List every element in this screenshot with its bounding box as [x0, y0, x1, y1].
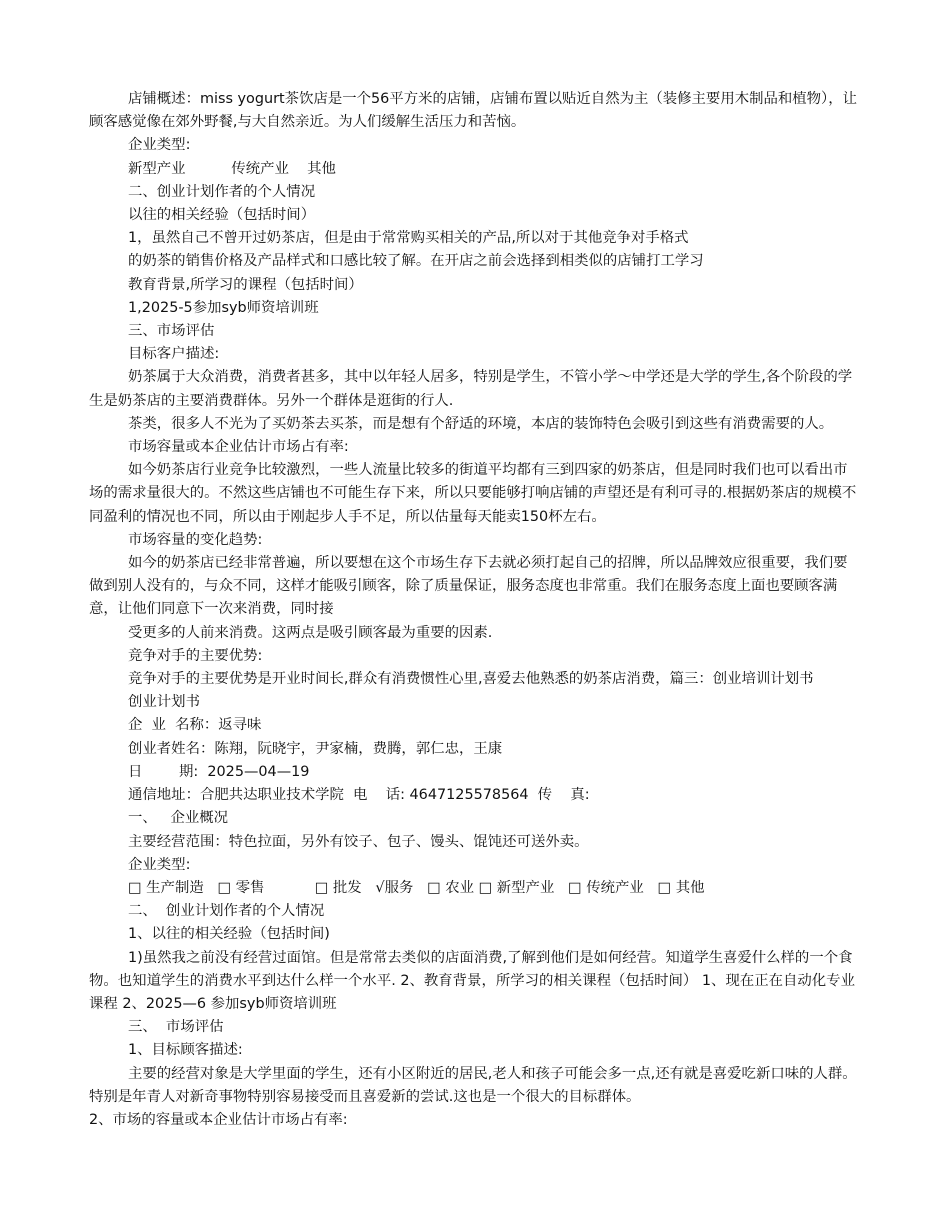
paragraph: 新型产业 传统产业 其他	[128, 160, 336, 177]
paragraph: 一、 企业概况	[128, 810, 229, 827]
paragraph: 市场容量的变化趋势:	[128, 531, 263, 548]
paragraph: 如今奶茶店行业竞争比较激烈，一些人流量比较多的街道平均都有三到四家的奶茶店，但是同时我们也可以看出市场的需求量很大的。不然这些店铺也不可能生存下来，所以只要能够打响店铺的声望还是有利可寻的.根据奶茶店的规模不同盈利的情况也不同，所以由于刚起步人手不足，所以估量每天能卖150杯左右。	[89, 462, 857, 525]
paragraph: 二、 创业计划作者的个人情况	[128, 903, 325, 920]
paragraph: 二、创业计划作者的个人情况	[128, 183, 316, 200]
paragraph: 主要经营范围：特色拉面，另外有饺子、包子、馒头、馄饨还可送外卖。	[128, 833, 589, 850]
paragraph: 竞争对手的主要优势是开业时间长,群众有消费惯性心里,喜爱去他熟悉的奶茶店消费，篇三：创业培训计划书	[128, 671, 814, 688]
paragraph: 创业者姓名：陈翔，阮晓宇，尹家楠，费腾，郭仁忠，王康	[128, 740, 503, 757]
paragraph: 企 业 名称：返寻味	[128, 717, 262, 734]
paragraph: 受更多的人前来消费。这两点是吸引顾客最为重要的因素.	[128, 624, 493, 641]
paragraph: 竞争对手的主要优势:	[128, 647, 263, 664]
paragraph: 企业类型:	[128, 137, 191, 154]
paragraph: 市场容量或本企业估计市场占有率:	[128, 439, 349, 456]
paragraph: 1、以往的相关经验（包括时间)	[128, 926, 330, 943]
paragraph: 1，虽然自己不曾开过奶茶店，但是由于常常购买相关的产品,所以对于其他竞争对手格式	[128, 230, 689, 247]
paragraph: 教育背景,所学习的课程（包括时间）	[128, 276, 363, 293]
paragraph: 主要的经营对象是大学里面的学生，还有小区附近的居民,老人和孩子可能会多一点,还有就是喜爱吃新口味的人群。特别是年青人对新奇事物特别容易接受而且喜爱新的尝试.这也是一个很大的目标群体。	[89, 1065, 857, 1105]
paragraph: 三、市场评估	[128, 323, 215, 340]
paragraph: 日 期: 2025—04—19	[128, 763, 310, 780]
paragraph: 三、 市场评估	[128, 1019, 224, 1036]
paragraph: 1,2025-5参加syb师资培训班	[128, 299, 319, 316]
paragraph: 如今的奶茶店已经非常普遍，所以要想在这个市场生存下去就必须打起自己的招牌，所以品牌效应很重要，我们要做到别人没有的，与众不同，这样才能吸引顾客，除了质量保证，服务态度也非常重。我们在服务态度上面也要顾客满意，让他们同意下一次来消费，同时接	[89, 555, 848, 618]
paragraph: 创业计划书	[128, 694, 200, 711]
paragraph: 茶类，很多人不光为了买奶茶去买茶，而是想有个舒适的环境，本店的装饰特色会吸引到这些有消费需要的人。	[128, 415, 834, 432]
paragraph: 奶茶属于大众消费，消费者甚多，其中以年轻人居多，特别是学生，不管小学～中学还是大学的学生,各个阶段的学生是奶茶店的主要消费群体。另外一个群体是逛街的行人.	[89, 369, 853, 409]
document-page	[89, 88, 861, 1132]
paragraph: 目标客户描述:	[128, 346, 220, 363]
paragraph: 企业类型:	[128, 856, 191, 873]
paragraph: 的奶茶的销售价格及产品样式和口感比较了解。在开店之前会选择到相类似的店铺打工学习	[128, 253, 704, 270]
paragraph: 2、市场的容量或本企业估计市场占有率:	[89, 1111, 348, 1128]
paragraph: □ 生产制造 □ 零售 □ 批发 √服务 □ 农业 □ 新型产业 □ 传统产业 □ 其他	[128, 879, 705, 896]
paragraph: 以往的相关经验（包括时间）	[128, 207, 316, 224]
paragraph: 1、目标顾客描述:	[128, 1042, 243, 1059]
paragraph: 1)虽然我之前没有经营过面馆。但是常常去类似的店面消费,了解到他们是如何经营。知道学生喜爱什么样的一个食物。也知道学生的消费水平到达什么样一个水平. 2、教育背景，所学习的相关课程（包括时间） 1、现在正在自动化专业课程 2、2025—6 参加syb师资培训班	[89, 949, 855, 1012]
paragraph: 店铺概述：miss yogurt茶饮店是一个56平方米的店铺，店铺布置以贴近自然为主（装修主要用木制品和植物），让顾客感觉像在郊外野餐,与大自然亲近。为人们缓解生活压力和苦恼。	[89, 91, 858, 131]
paragraph: 通信地址：合肥共达职业技术学院 电 话: 4647125578564 传 真:	[128, 787, 590, 804]
